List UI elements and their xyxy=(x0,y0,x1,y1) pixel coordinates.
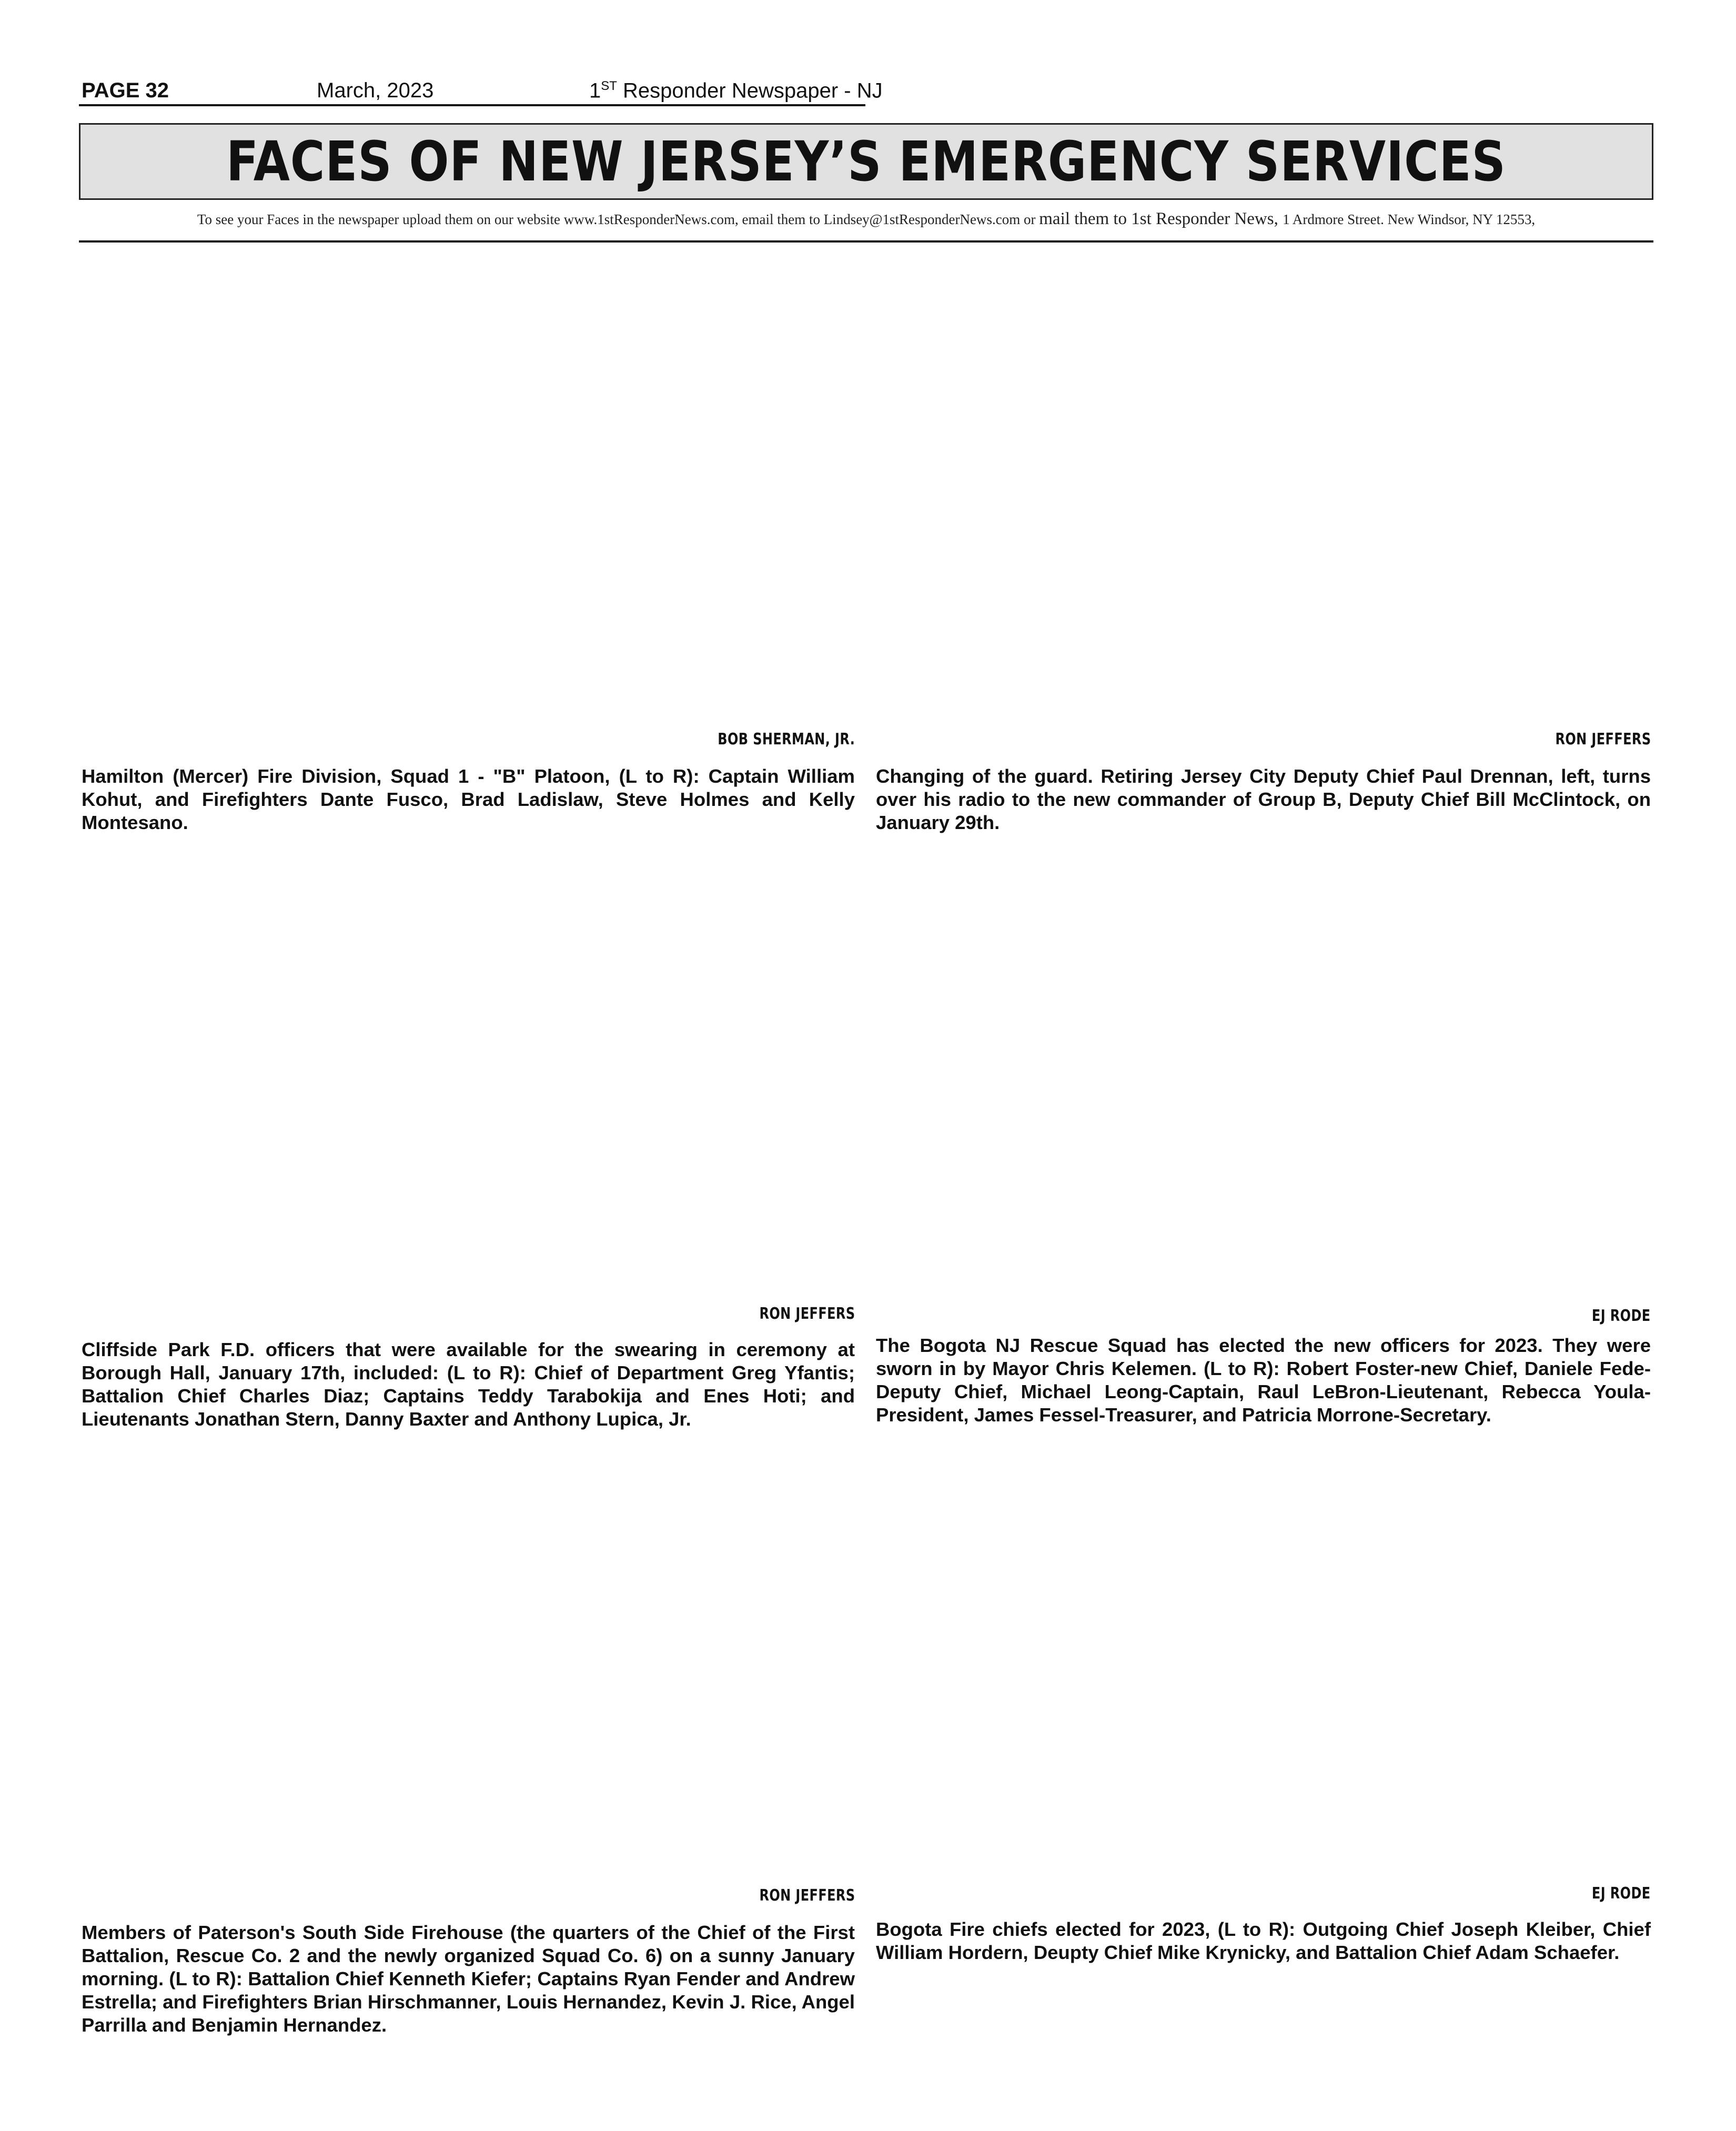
header-rule xyxy=(79,104,865,106)
submission-instructions xyxy=(79,209,1653,229)
photo-placeholder xyxy=(79,258,855,721)
paper-name-suffix: Responder Newspaper - NJ xyxy=(617,79,883,103)
photo-placeholder xyxy=(876,1462,1653,1878)
photo-credit: RON JEFFERS xyxy=(759,1886,855,1905)
photo-credit: EJ RODE xyxy=(1592,1884,1651,1903)
photo-placeholder xyxy=(79,1462,855,1878)
section-banner xyxy=(79,123,1653,200)
photo-credit: BOB SHERMAN, JR. xyxy=(718,730,855,749)
main-rule xyxy=(79,240,1653,243)
issue-date: March, 2023 xyxy=(317,79,434,102)
photo-caption: Changing of the guard. Retiring Jersey City Deputy Chief Paul Drennan, left, turns over his radio to the new commander of Group B, Deputy Chief Bill McClintock, on January 29th. xyxy=(876,765,1651,833)
newspaper-name xyxy=(589,79,883,103)
instructions-part-3: 1 Ardmore Street. New Windsor, NY 12553, xyxy=(1283,211,1536,227)
photo-placeholder xyxy=(876,873,1653,1294)
instructions-part-2: mail them to 1st Responder News, xyxy=(1039,209,1283,228)
photo-placeholder xyxy=(876,258,1653,721)
photo-caption: Bogota Fire chiefs elected for 2023, (L to R): Outgoing Chief Joseph Kleiber, Chief William Hordern, Deupty Chief Mike Krynicky, and Battalion Chief Adam Schaefer. xyxy=(876,1918,1651,1963)
paper-name-superscript: ST xyxy=(601,79,617,93)
photo-caption: The Bogota NJ Rescue Squad has elected the new officers for 2023. They were sworn in by Mayor Chris Kelemen. (L to R): Robert Foster-new Chief, Daniele Fede-Deputy Chief, Michael Leong-Captain, Raul LeBron-Lieutenant, Rebecca Youla-President, James Fessel-Treasurer, and Patricia Morrone-Secretary. xyxy=(876,1335,1651,1426)
instructions-part-1: To see your Faces in the newspaper upload them on our website www.1stResponderNews.com, email them to Lindsey@1stResponderNews.com or xyxy=(197,211,1039,227)
page-number: PAGE 32 xyxy=(82,79,169,102)
photo-credit: EJ RODE xyxy=(1592,1307,1651,1325)
photo-credit: RON JEFFERS xyxy=(1555,730,1651,749)
paper-name-prefix: 1 xyxy=(589,79,601,103)
photo-caption: Members of Paterson's South Side Firehouse (the quarters of the Chief of the First Battalion, Rescue Co. 2 and the newly organized Squad Co. 6) on a sunny January morning. (L to R): Battalion Chief Kenneth Kiefer; Captains Ryan Fender and Andrew Estrella; and Firefighters Brian Hirschmanner, Louis Hernandez, Kevin J. Rice, Angel Parrilla and Benjamin Hernandez. xyxy=(82,1922,855,2036)
photo-credit: RON JEFFERS xyxy=(759,1305,855,1323)
photo-placeholder xyxy=(79,873,855,1294)
photo-caption: Hamilton (Mercer) Fire Division, Squad 1 - "B" Platoon, (L to R): Captain William Kohut, and Firefighters Dante Fusco, Brad Ladislaw, Steve Holmes and Kelly Montesano. xyxy=(82,765,855,833)
photo-caption: Cliffside Park F.D. officers that were available for the swearing in ceremony at Borough Hall, January 17th, included: (L to R): Chief of Department Greg Yfantis; Battalion Chief Charles Diaz; Captains Teddy Tarabokija and Enes Hoti; and Lieutenants Jonathan Stern, Danny Baxter and Anthony Lupica, Jr. xyxy=(82,1339,855,1430)
section-title: FACES OF NEW JERSEY’S EMERGENCY SERVICES xyxy=(226,129,1506,194)
